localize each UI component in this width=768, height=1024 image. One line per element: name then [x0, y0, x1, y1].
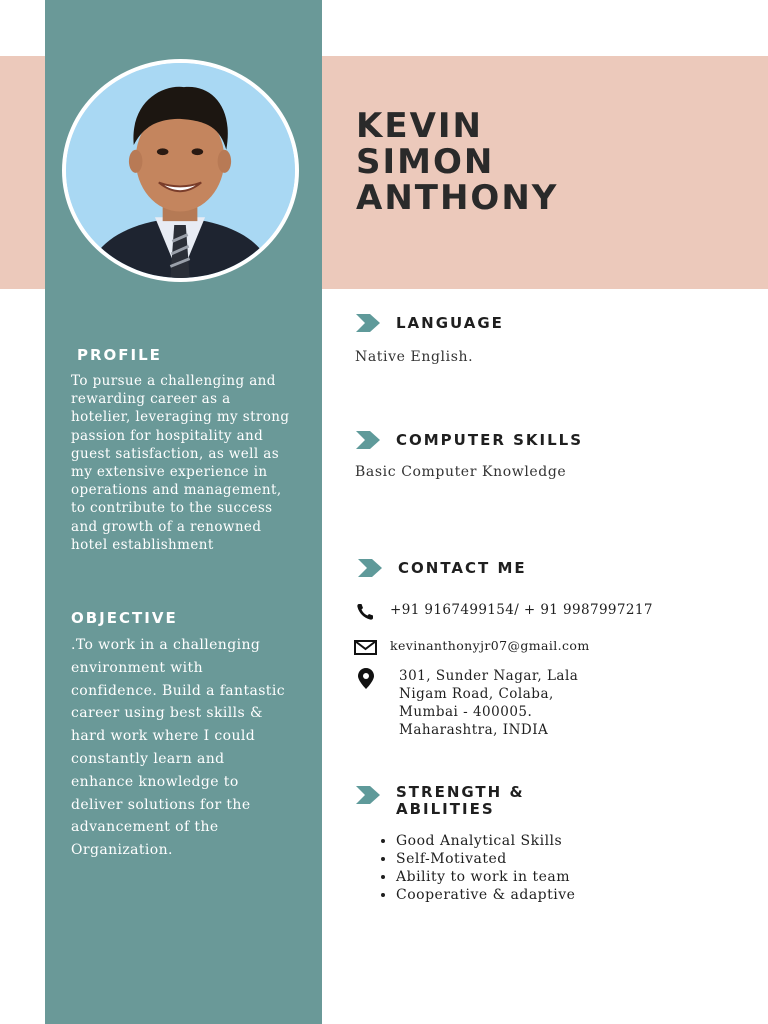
strengths-heading-label — [396, 784, 525, 818]
profile-text: To pursue a challenging and rewarding career as a hotelier, leveraging my strong passion for hospitality and guest satisfaction, as well as my extensive experience in operations and management, to contribute to the success and growth of a renowned hotel establishment — [71, 373, 290, 553]
address-line: Nigam Road, Colaba, — [399, 686, 554, 702]
strengths-heading — [356, 784, 525, 818]
address-line: Mumbai - 400005. — [399, 704, 533, 720]
contact-heading — [358, 559, 527, 577]
strengths-heading-line: ABILITIES — [396, 800, 495, 818]
portrait-image — [66, 63, 295, 278]
chevron-right-icon — [358, 559, 382, 577]
contact-address-row — [355, 667, 578, 739]
address-line: 301, Sunder Nagar, Lala — [399, 668, 579, 684]
computer-skills-heading — [356, 431, 583, 449]
address-line: Maharashtra, INDIA — [399, 722, 549, 738]
profile-photo — [62, 59, 299, 282]
name-line-first: KEVIN — [356, 106, 483, 146]
language-heading — [356, 314, 504, 332]
envelope-icon — [354, 638, 378, 658]
objective-heading: OBJECTIVE — [71, 609, 178, 627]
phone-icon — [356, 602, 380, 622]
strengths-list — [356, 832, 575, 904]
address — [399, 667, 578, 739]
strengths-heading-line: STRENGTH & — [396, 783, 525, 801]
list-item: • Good Analytical Skills — [396, 832, 575, 850]
phone-number[interactable]: +91 9167499154/ + 91 9987997217 — [390, 602, 653, 618]
name-line-middle: SIMON — [356, 142, 495, 182]
chevron-right-icon — [356, 786, 380, 804]
full-name — [356, 108, 558, 216]
list-item: • Self-Motivated — [396, 850, 575, 868]
list-item: • Ability to work in team — [396, 868, 575, 886]
contact-heading-label: CONTACT ME — [398, 558, 527, 577]
email-address[interactable]: kevinanthonyjr07@gmail.com — [390, 638, 590, 653]
computer-skills-heading-label: COMPUTER SKILLS — [396, 430, 584, 449]
location-pin-icon — [355, 667, 379, 691]
objective-text: .To work in a challenging environment with confidence. Build a fantastic career using best skills & hard work where I could constantly learn and enhance knowledge to deliver solutions for the advancement of the Organization. — [71, 637, 285, 859]
language-heading-label: LANGUAGE — [396, 313, 504, 332]
chevron-right-icon — [356, 314, 380, 332]
chevron-right-icon — [356, 431, 380, 449]
computer-skills-text: Basic Computer Knowledge — [355, 464, 567, 480]
profile-heading: PROFILE — [77, 346, 162, 364]
name-line-last: ANTHONY — [356, 178, 559, 218]
contact-email-row — [354, 638, 590, 658]
list-item: • Cooperative & adaptive — [396, 886, 575, 904]
contact-phone-row — [356, 602, 653, 622]
language-text: Native English. — [355, 349, 474, 365]
